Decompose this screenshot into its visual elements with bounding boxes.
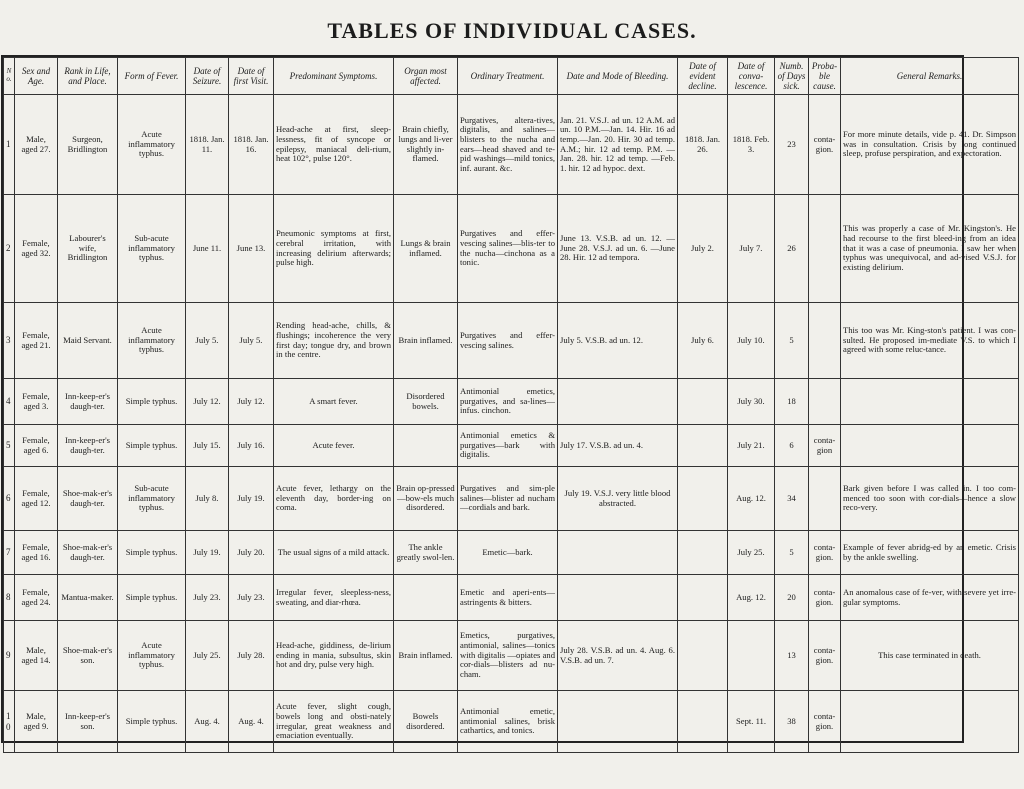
case-number: 2 bbox=[4, 195, 15, 303]
case-number: 9 bbox=[4, 621, 15, 691]
general-remarks: This case terminated in death. bbox=[841, 621, 1019, 691]
treatment: Purgatives and sim-ple salines—blister ad nucham—cordials and bark. bbox=[458, 467, 558, 531]
general-remarks bbox=[841, 379, 1019, 425]
case-number: 6 bbox=[4, 467, 15, 531]
bleeding: Jan. 21. V.S.J. ad un. 12 A.M. ad un. 10 P.M.—Jan. 14. Hir. 16 ad temp.—Jan. 20. Hir. 30 ad temp. A.M.; hir. 12 ad temp. P.M. —Jan. 28. hir. 12 ad temp. —Feb. 1. hir. 12 ad hypoc. dext. bbox=[558, 95, 678, 195]
decline-date bbox=[678, 379, 728, 425]
decline-date bbox=[678, 425, 728, 467]
days-sick: 5 bbox=[775, 303, 809, 379]
days-sick: 13 bbox=[775, 621, 809, 691]
seizure-date: June 11. bbox=[186, 195, 229, 303]
first-visit-date: July 23. bbox=[229, 575, 274, 621]
days-sick: 5 bbox=[775, 531, 809, 575]
treatment: Emetic—bark. bbox=[458, 531, 558, 575]
rank: Maid Servant. bbox=[58, 303, 118, 379]
case-number: 8 bbox=[4, 575, 15, 621]
table-row bbox=[4, 379, 1019, 425]
case-number: 4 bbox=[4, 379, 15, 425]
convalescence-date: Aug. 12. bbox=[728, 467, 775, 531]
treatment: Antimonial emetic, antimonial salines, brisk cathartics, and tonics. bbox=[458, 691, 558, 753]
rank: Shoe-mak-er's son. bbox=[58, 621, 118, 691]
probable-cause bbox=[809, 467, 841, 531]
general-remarks: For more minute details, vide p. 41. Dr. Simpson was in consultation. Crisis by long continued sleep, profuse perspiration, and expectoration. bbox=[841, 95, 1019, 195]
case-number: 3 bbox=[4, 303, 15, 379]
column-header: Proba-ble cause. bbox=[809, 58, 841, 95]
sex-age: Male, aged 14. bbox=[15, 621, 58, 691]
rank: Mantua-maker. bbox=[58, 575, 118, 621]
decline-date bbox=[678, 575, 728, 621]
probable-cause: conta-gion. bbox=[809, 531, 841, 575]
first-visit-date: July 20. bbox=[229, 531, 274, 575]
sex-age: Female, aged 3. bbox=[15, 379, 58, 425]
probable-cause bbox=[809, 379, 841, 425]
probable-cause bbox=[809, 195, 841, 303]
symptoms: Head-ache at first, sleep-lessness, fit of syncope or epilepsy, maniacal deli-rium, heat 102°, pulse 120°. bbox=[274, 95, 394, 195]
seizure-date: July 25. bbox=[186, 621, 229, 691]
days-sick: 20 bbox=[775, 575, 809, 621]
column-header: Numb. of Days sick. bbox=[775, 58, 809, 95]
page-title: TABLES OF INDIVIDUAL CASES. bbox=[327, 18, 697, 43]
organ: Bowels disordered. bbox=[394, 691, 458, 753]
fever-form: Sub-acute inflammatory typhus. bbox=[118, 467, 186, 531]
decline-date bbox=[678, 691, 728, 753]
first-visit-date: June 13. bbox=[229, 195, 274, 303]
general-remarks: Bark given before I was called in. I too com-menced too soon with cor-dials—hence a slow reco-very. bbox=[841, 467, 1019, 531]
seizure-date: 1818. Jan. 11. bbox=[186, 95, 229, 195]
days-sick: 26 bbox=[775, 195, 809, 303]
organ: Lungs & brain inflamed. bbox=[394, 195, 458, 303]
convalescence-date: Aug. 12. bbox=[728, 575, 775, 621]
first-visit-date: 1818. Jan. 16. bbox=[229, 95, 274, 195]
table-frame bbox=[1, 55, 1016, 743]
column-header: Organ most affected. bbox=[394, 58, 458, 95]
table-row bbox=[4, 467, 1019, 531]
sex-age: Male, aged 27. bbox=[15, 95, 58, 195]
fever-form: Simple typhus. bbox=[118, 425, 186, 467]
general-remarks: This too was Mr. King-ston's patient. I was con-sulted. He proposed im-mediate V.S. to which I agreed with some reluc-tance. bbox=[841, 303, 1019, 379]
fever-form: Sub-acute inflammatory typhus. bbox=[118, 195, 186, 303]
fever-form: Simple typhus. bbox=[118, 379, 186, 425]
symptoms: Acute fever, lethargy on the eleventh day, border-ing on coma. bbox=[274, 467, 394, 531]
bleeding bbox=[558, 531, 678, 575]
seizure-date: July 12. bbox=[186, 379, 229, 425]
organ: The ankle greatly swol-len. bbox=[394, 531, 458, 575]
general-remarks bbox=[841, 691, 1019, 753]
decline-date bbox=[678, 467, 728, 531]
header-row bbox=[4, 58, 1019, 95]
decline-date bbox=[678, 531, 728, 575]
probable-cause bbox=[809, 303, 841, 379]
bleeding: July 19. V.S.J. very little blood abstracted. bbox=[558, 467, 678, 531]
treatment: Antimonial emetics, purgatives, and sa-lines—infus. cinchon. bbox=[458, 379, 558, 425]
table-row bbox=[4, 691, 1019, 753]
general-remarks: Example of fever abridg-ed by an emetic. Crisis by the ankle swelling. bbox=[841, 531, 1019, 575]
symptoms: Pneumonic symptoms at first, cerebral irritation, with increasing delirium afterwards; pulse high. bbox=[274, 195, 394, 303]
symptoms: A smart fever. bbox=[274, 379, 394, 425]
treatment: Purgatives and effer-vescing salines—blis-ter to the nucha—cinchona as a tonic. bbox=[458, 195, 558, 303]
seizure-date: July 5. bbox=[186, 303, 229, 379]
general-remarks: This was properly a case of Mr. Kingston's. He had recourse to the first bleed-ing from an idea that it was a case of pneumonia. I saw her when typhus was unequivocal, and ad-vised V.S.J. for existing delirium. bbox=[841, 195, 1019, 303]
rank: Inn-keep-er's son. bbox=[58, 691, 118, 753]
convalescence-date bbox=[728, 621, 775, 691]
convalescence-date: July 30. bbox=[728, 379, 775, 425]
general-remarks: An anomalous case of fe-ver, with severe yet irre-gular symptoms. bbox=[841, 575, 1019, 621]
rank: Surgeon, Bridlington bbox=[58, 95, 118, 195]
probable-cause: conta-gion. bbox=[809, 575, 841, 621]
days-sick: 6 bbox=[775, 425, 809, 467]
symptoms: Acute fever. bbox=[274, 425, 394, 467]
table-row bbox=[4, 303, 1019, 379]
column-header: General Remarks. bbox=[841, 58, 1019, 95]
decline-date: 1818. Jan. 26. bbox=[678, 95, 728, 195]
first-visit-date: July 28. bbox=[229, 621, 274, 691]
probable-cause: conta-gion. bbox=[809, 621, 841, 691]
bleeding: July 5. V.S.B. ad un. 12. bbox=[558, 303, 678, 379]
table-row bbox=[4, 195, 1019, 303]
table-row bbox=[4, 621, 1019, 691]
column-header: Sex and Age. bbox=[15, 58, 58, 95]
days-sick: 38 bbox=[775, 691, 809, 753]
rank: Shoe-mak-er's daugh-ter. bbox=[58, 531, 118, 575]
rank: Labourer's wife, Bridlington bbox=[58, 195, 118, 303]
organ: Brain inflamed. bbox=[394, 621, 458, 691]
organ bbox=[394, 425, 458, 467]
convalescence-date: July 25. bbox=[728, 531, 775, 575]
first-visit-date: July 16. bbox=[229, 425, 274, 467]
seizure-date: July 8. bbox=[186, 467, 229, 531]
rank: Inn-keep-er's daugh-ter. bbox=[58, 425, 118, 467]
bleeding: July 28. V.S.B. ad un. 4. Aug. 6. V.S.B. ad un. 7. bbox=[558, 621, 678, 691]
table-row bbox=[4, 575, 1019, 621]
symptoms: The usual signs of a mild attack. bbox=[274, 531, 394, 575]
rank: Shoe-mak-er's daugh-ter. bbox=[58, 467, 118, 531]
decline-date: July 2. bbox=[678, 195, 728, 303]
seizure-date: July 23. bbox=[186, 575, 229, 621]
case-number: 5 bbox=[4, 425, 15, 467]
fever-form: Simple typhus. bbox=[118, 691, 186, 753]
column-header: Date of first Visit. bbox=[229, 58, 274, 95]
organ: Disordered bowels. bbox=[394, 379, 458, 425]
fever-form: Acute inflammatory typhus. bbox=[118, 95, 186, 195]
treatment: Emetic and aperi-ents—astringents & bitters. bbox=[458, 575, 558, 621]
symptoms: Irregular fever, sleepless-ness, sweating, and diar-rhœa. bbox=[274, 575, 394, 621]
probable-cause: conta-gion bbox=[809, 425, 841, 467]
sex-age: Female, aged 24. bbox=[15, 575, 58, 621]
column-header: Predominant Symptoms. bbox=[274, 58, 394, 95]
cases-table bbox=[3, 57, 1019, 753]
treatment: Antimonial emetics & purgatives—bark with digitalis. bbox=[458, 425, 558, 467]
column-header: Ordinary Treatment. bbox=[458, 58, 558, 95]
fever-form: Acute inflammatory typhus. bbox=[118, 621, 186, 691]
organ: Brain inflamed. bbox=[394, 303, 458, 379]
column-header: Date of evident decline. bbox=[678, 58, 728, 95]
column-header: Rank in Life, and Place. bbox=[58, 58, 118, 95]
first-visit-date: July 5. bbox=[229, 303, 274, 379]
sex-age: Female, aged 21. bbox=[15, 303, 58, 379]
bleeding: June 13. V.S.B. ad un. 12. —June 28. V.S.J. ad un. 6. —June 28. Hir. 12 ad tempora. bbox=[558, 195, 678, 303]
organ bbox=[394, 575, 458, 621]
sex-age: Female, aged 16. bbox=[15, 531, 58, 575]
bleeding bbox=[558, 575, 678, 621]
case-number: 10 bbox=[4, 691, 15, 753]
column-header: No. bbox=[4, 58, 15, 95]
convalescence-date: July 21. bbox=[728, 425, 775, 467]
column-header: Date and Mode of Bleeding. bbox=[558, 58, 678, 95]
first-visit-date: Aug. 4. bbox=[229, 691, 274, 753]
table-row bbox=[4, 95, 1019, 195]
column-header: Date of conva-lescence. bbox=[728, 58, 775, 95]
table-row bbox=[4, 425, 1019, 467]
fever-form: Simple typhus. bbox=[118, 531, 186, 575]
symptoms: Rending head-ache, chills, & flushings; incoherence the very first day; tongue dry, and brown in the centre. bbox=[274, 303, 394, 379]
probable-cause: conta-gion. bbox=[809, 691, 841, 753]
bleeding bbox=[558, 691, 678, 753]
first-visit-date: July 12. bbox=[229, 379, 274, 425]
convalescence-date: 1818. Feb. 3. bbox=[728, 95, 775, 195]
table-row bbox=[4, 531, 1019, 575]
first-visit-date: July 19. bbox=[229, 467, 274, 531]
decline-date bbox=[678, 621, 728, 691]
convalescence-date: July 10. bbox=[728, 303, 775, 379]
symptoms: Acute fever, slight cough, bowels long and obsti-nately irregular, great weakness and emaciation eventually. bbox=[274, 691, 394, 753]
probable-cause: conta-gion. bbox=[809, 95, 841, 195]
organ: Brain op-pressed—bow-els much disordered. bbox=[394, 467, 458, 531]
convalescence-date: July 7. bbox=[728, 195, 775, 303]
rank: Inn-keep-er's daugh-ter. bbox=[58, 379, 118, 425]
sex-age: Male, aged 9. bbox=[15, 691, 58, 753]
sex-age: Female, aged 12. bbox=[15, 467, 58, 531]
convalescence-date: Sept. 11. bbox=[728, 691, 775, 753]
general-remarks bbox=[841, 425, 1019, 467]
seizure-date: July 15. bbox=[186, 425, 229, 467]
column-header: Date of Seizure. bbox=[186, 58, 229, 95]
seizure-date: July 19. bbox=[186, 531, 229, 575]
days-sick: 23 bbox=[775, 95, 809, 195]
seizure-date: Aug. 4. bbox=[186, 691, 229, 753]
case-number: 1 bbox=[4, 95, 15, 195]
organ: Brain chiefly, lungs and li-ver slightly in-flamed. bbox=[394, 95, 458, 195]
case-number: 7 bbox=[4, 531, 15, 575]
bleeding bbox=[558, 379, 678, 425]
days-sick: 34 bbox=[775, 467, 809, 531]
days-sick: 18 bbox=[775, 379, 809, 425]
column-header: Form of Fever. bbox=[118, 58, 186, 95]
sex-age: Female, aged 6. bbox=[15, 425, 58, 467]
symptoms: Head-ache, giddiness, de-lirium ending in mania, subsultus, skin hot and dry, pulse very high. bbox=[274, 621, 394, 691]
decline-date: July 6. bbox=[678, 303, 728, 379]
treatment: Purgatives and effer-vescing salines. bbox=[458, 303, 558, 379]
fever-form: Simple typhus. bbox=[118, 575, 186, 621]
sex-age: Female, aged 32. bbox=[15, 195, 58, 303]
treatment: Purgatives, altera-tives, digitalis, and salines— blisters to the nucha and ears—head shaved and te-pid washings—mild tonics, inf. aurant. &c. bbox=[458, 95, 558, 195]
bleeding: July 17. V.S.B. ad un. 4. bbox=[558, 425, 678, 467]
treatment: Emetics, purgatives, antimonial, salines—tonics with digitalis —opiates and cor-dials—blisters ad nu-cham. bbox=[458, 621, 558, 691]
fever-form: Acute inflammatory typhus. bbox=[118, 303, 186, 379]
